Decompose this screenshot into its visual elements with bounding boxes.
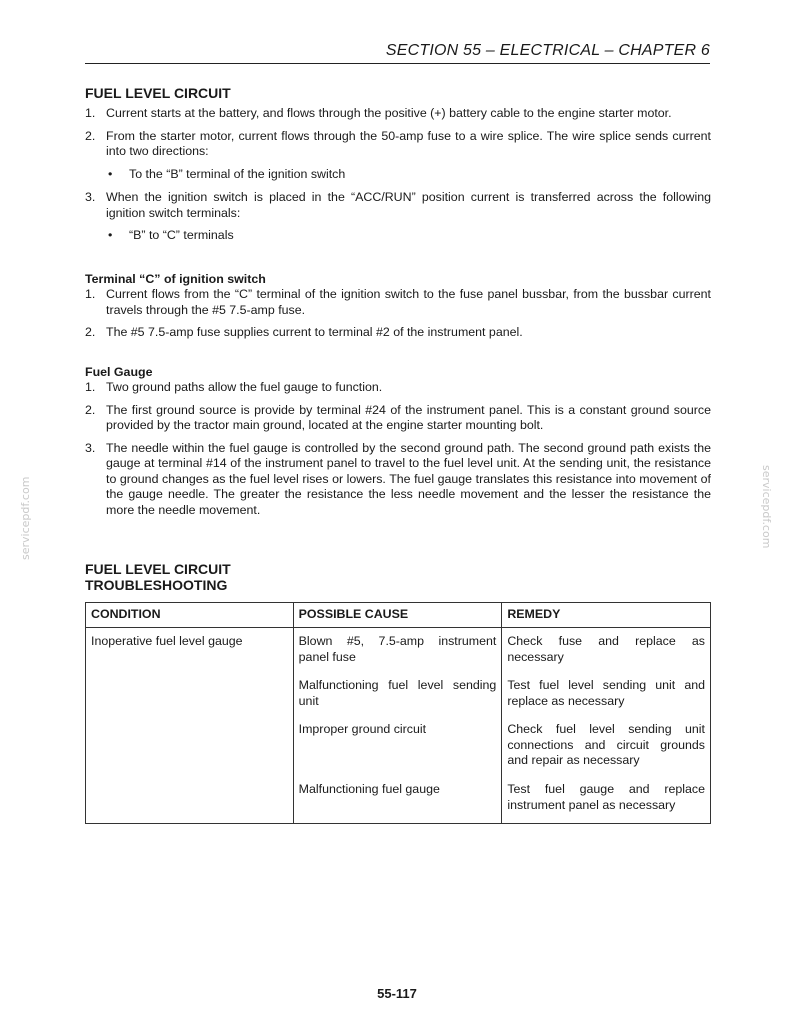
troubleshooting-heading-line1: FUEL LEVEL CIRCUIT — [85, 561, 231, 577]
item-text: From the starter motor, current flows through the 50-amp fuse to a wire splice. The wire splice sends current into two directions: — [106, 128, 711, 158]
page-number: 55-117 — [377, 986, 417, 1001]
item-text: The needle within the fuel gauge is controlled by the second ground path. The second ground path exists the gauge at terminal #14 of the instrument panel to travel to the fuel level unit. At the sending unit, the resistance to ground changes as the fuel level rises or lowers. The fuel gauge translates this resistance into movement of the gauge needle. The greater the resistance the less needle movement and the lesser the resistance the more the needle movement. — [106, 440, 711, 517]
remedy-item: Test fuel gauge and replace instrument panel as necessary — [507, 782, 705, 812]
item-text: Current flows from the “C” terminal of the ignition switch to the fuse panel bussbar, from the bussbar current travels through the #5 7.5-amp fuse. — [106, 287, 711, 317]
bullet-list — [106, 228, 711, 244]
bullet-text: To the “B” terminal of the ignition switch — [129, 166, 346, 181]
item-number: 2. — [85, 402, 96, 417]
cause-item: Malfunctioning fuel gauge — [298, 782, 440, 796]
remedy-item: Test fuel level sending unit and replace as necessary — [507, 678, 705, 708]
list-item — [85, 129, 711, 183]
item-text: The first ground source is provide by terminal #24 of the instrument panel. This is a constant ground source provided by the tractor main ground, located at the engine starter mounting bolt. — [106, 402, 711, 432]
remedy-item: Check fuel level sending unit connections and circuit grounds and repair as necessary — [507, 722, 705, 767]
condition-cell — [86, 628, 294, 824]
item-text: Two ground paths allow the fuel gauge to function. — [106, 380, 383, 394]
watermark-right: servicepdf.com — [760, 465, 773, 549]
possible-cause-cell — [293, 628, 502, 824]
bullet-icon: • — [108, 228, 113, 242]
item-number: 3. — [85, 190, 96, 204]
bullet-item — [106, 228, 711, 244]
item-text: When the ignition switch is placed in the “ACC/RUN” position current is transferred across the following ignition switch terminals: — [106, 190, 711, 220]
item-number: 1. — [85, 106, 96, 120]
fuel-level-circuit-steps — [85, 106, 711, 244]
watermark-left: servicepdf.com — [19, 476, 32, 560]
cause-item: Improper ground circuit — [298, 722, 427, 736]
item-number: 1. — [85, 380, 96, 394]
list-item — [85, 190, 711, 244]
condition-text: Inoperative fuel level gauge — [91, 634, 243, 648]
list-item — [85, 325, 711, 341]
remedy-cell — [502, 628, 711, 824]
item-number: 2. — [85, 128, 96, 143]
page-content — [85, 85, 711, 593]
cause-item: Blown #5, 7.5-amp instrument panel fuse — [298, 634, 497, 664]
fuel-level-circuit-heading: FUEL LEVEL CIRCUIT — [85, 85, 231, 101]
bullet-list — [106, 167, 711, 183]
list-item — [85, 380, 711, 396]
item-number: 2. — [85, 325, 96, 339]
item-text: Current starts at the battery, and flows through the positive (+) battery cable to the engine starter motor. — [106, 106, 672, 120]
section-header: SECTION 55 – ELECTRICAL – CHAPTER 6 — [85, 42, 710, 64]
remedy-item: Check fuse and replace as necessary — [507, 634, 705, 664]
terminal-c-heading: Terminal “C” of ignition switch — [85, 271, 266, 286]
troubleshooting-heading — [85, 561, 711, 593]
bullet-icon: • — [108, 166, 113, 181]
bullet-item — [106, 167, 711, 183]
list-item — [85, 106, 711, 122]
column-header-remedy: REMEDY — [502, 603, 711, 628]
list-item — [85, 403, 711, 434]
item-text: The #5 7.5-amp fuse supplies current to terminal #2 of the instrument panel. — [106, 325, 523, 339]
troubleshooting-table — [85, 602, 711, 824]
list-item — [85, 441, 711, 519]
bullet-text: “B” to “C” terminals — [129, 228, 234, 242]
table-row — [86, 628, 711, 824]
table-header-row — [86, 603, 711, 628]
column-header-possible-cause: POSSIBLE CAUSE — [293, 603, 502, 628]
item-number: 1. — [85, 287, 96, 301]
column-header-condition: CONDITION — [86, 603, 294, 628]
item-number: 3. — [85, 440, 96, 455]
troubleshooting-heading-line2: TROUBLESHOOTING — [85, 577, 228, 593]
fuel-gauge-heading: Fuel Gauge — [85, 364, 153, 379]
fuel-gauge-steps — [85, 380, 711, 518]
list-item — [85, 287, 711, 318]
terminal-c-steps — [85, 287, 711, 341]
cause-item: Malfunctioning fuel level sending unit — [298, 678, 497, 708]
